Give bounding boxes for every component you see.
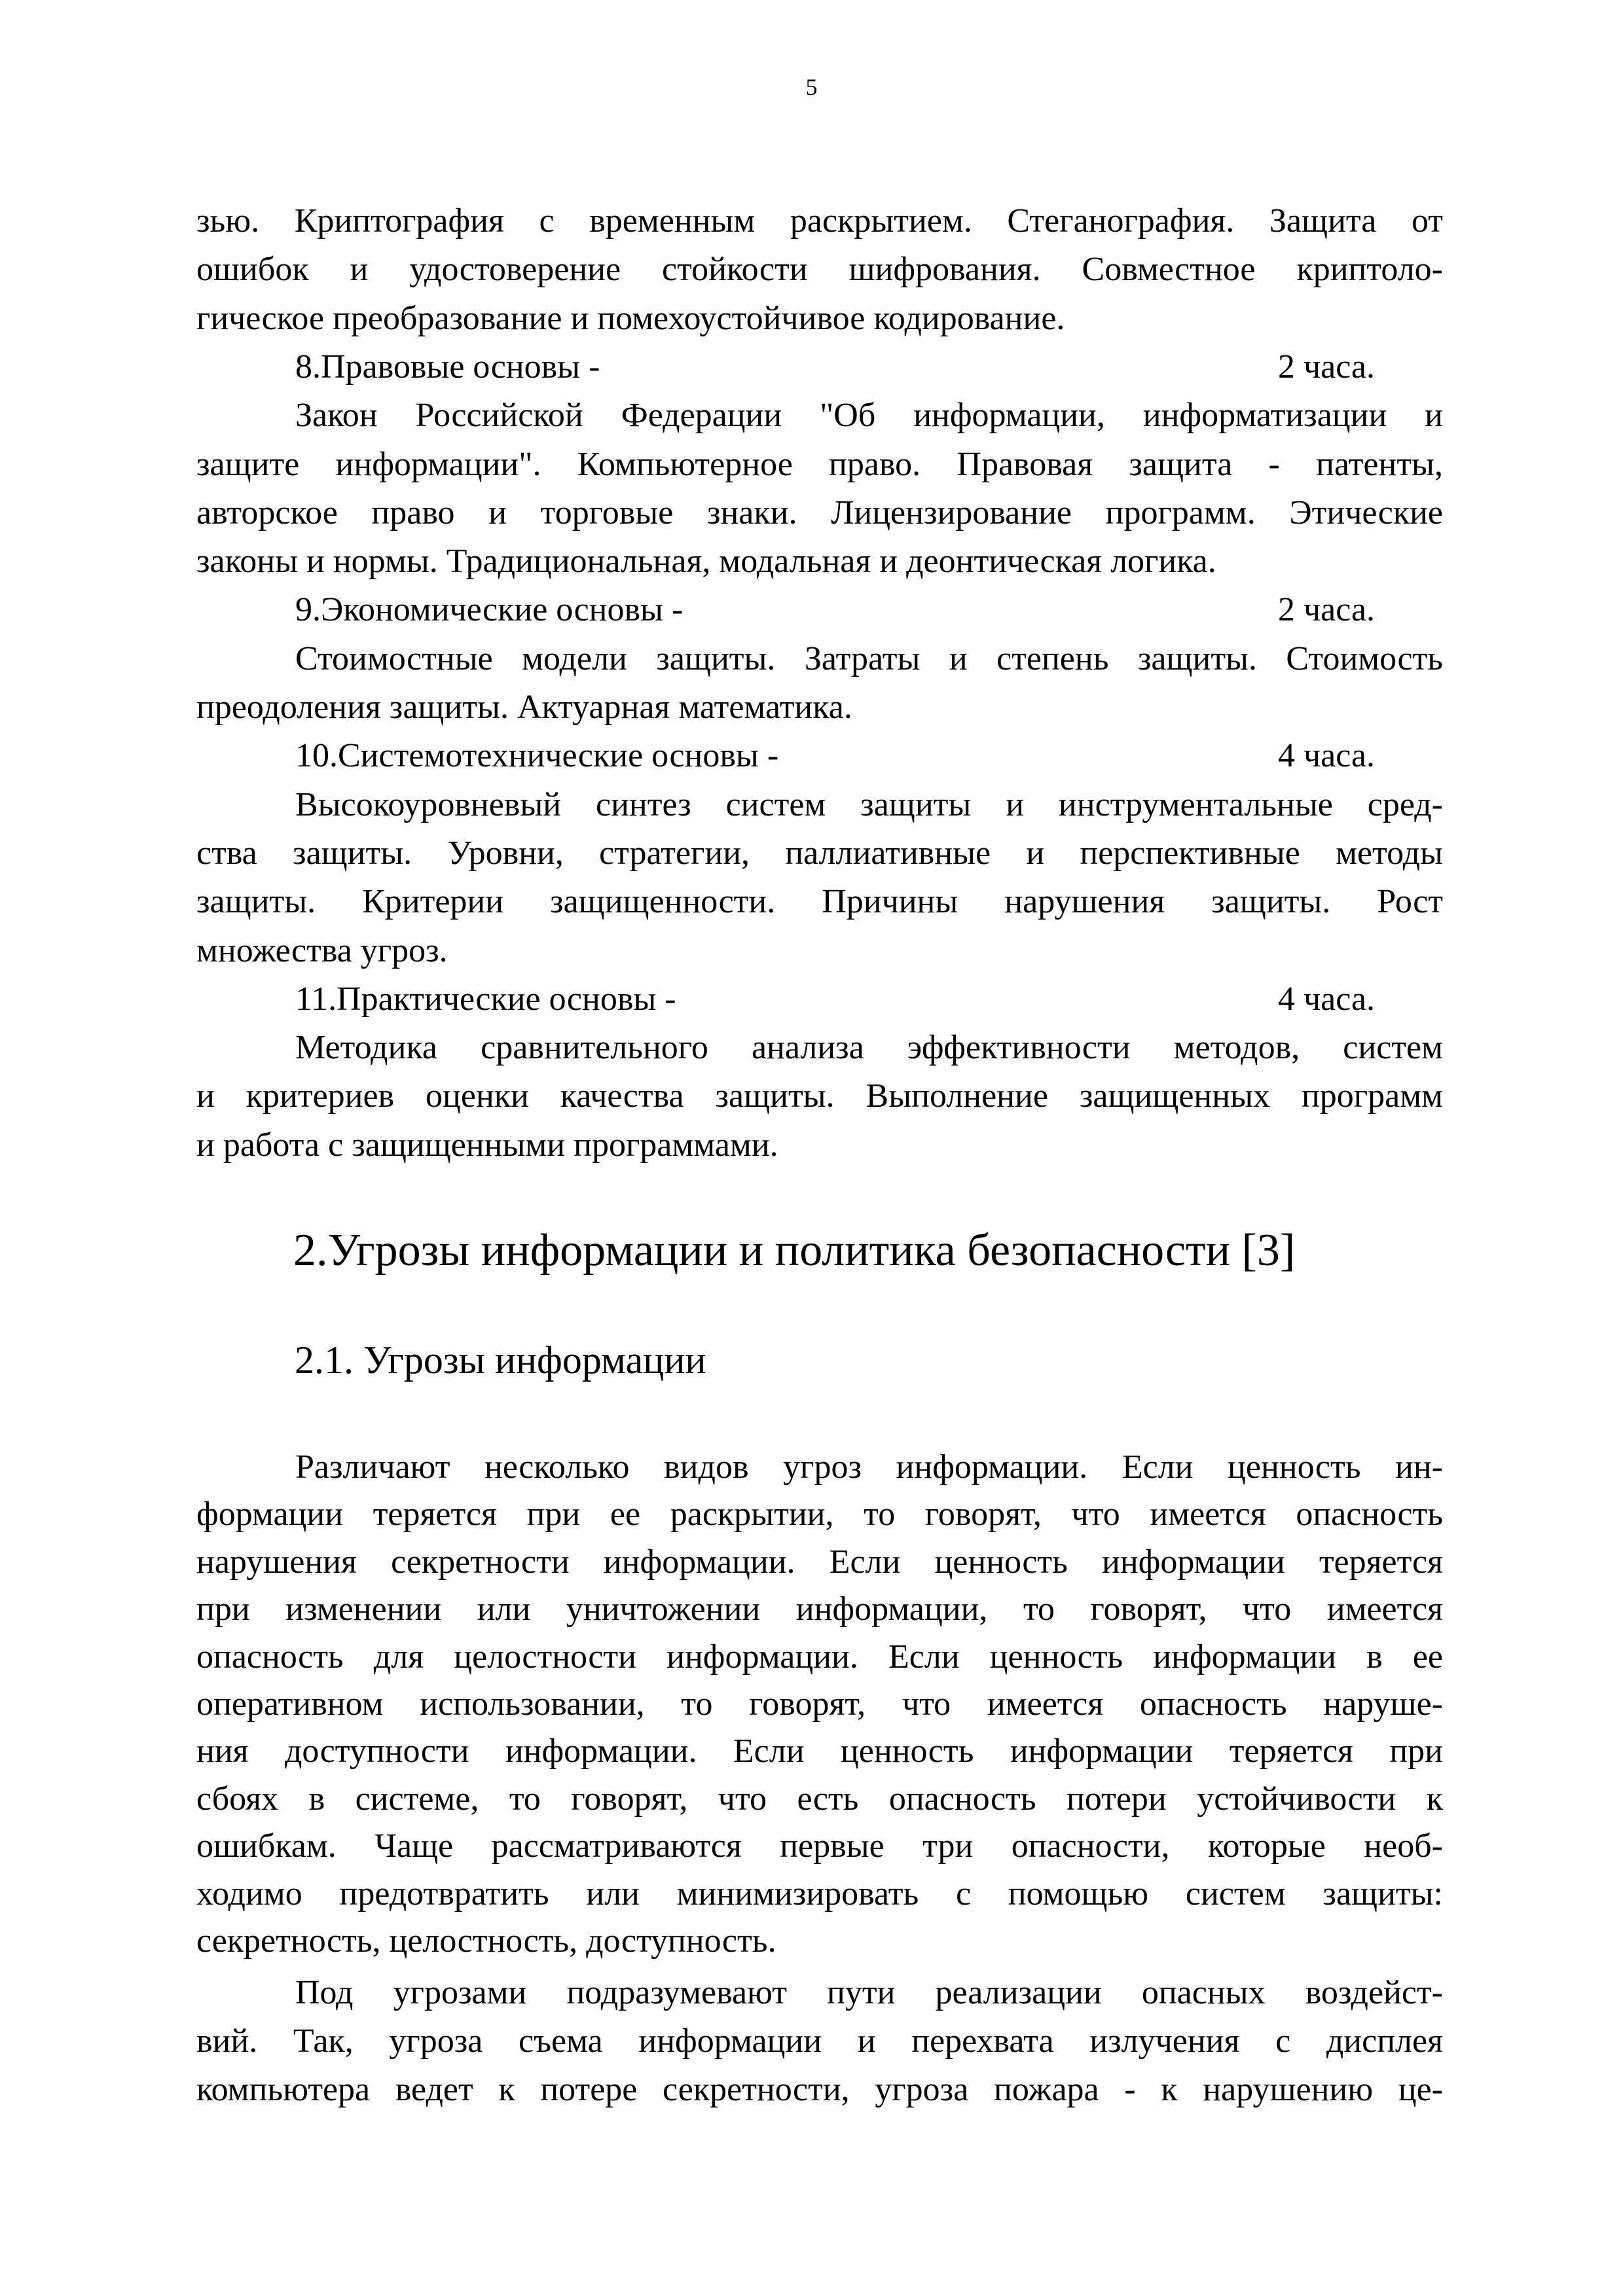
text-line: при изменении или уничтожении информации, то говорят, что имеется — [196, 1590, 1443, 1628]
text-line: формации теряется при ее раскрытии, то говорят, что имеется опасность — [196, 1496, 1443, 1534]
page-number: 5 — [805, 74, 818, 100]
text-line: ошибок и удостоверение стойкости шифрования. Совместное криптоло- — [196, 251, 1443, 289]
text-line: ства защиты. Уровни, стратегии, паллиативные и перспективные методы — [196, 834, 1443, 872]
subsection-heading: 2.1. Угрозы информации — [295, 1338, 706, 1382]
text-line: Закон Российской Федерации "Об информации, информатизации и — [295, 397, 1443, 435]
text-line: Различают несколько видов угроз информации. Если ценность ин- — [295, 1448, 1443, 1486]
topic-hours: 2 часа. — [1278, 591, 1376, 629]
text-line: Под угрозами подразумевают пути реализации опасных воздейст- — [295, 1974, 1443, 2011]
text-line: вий. Так, угроза съема информации и перехвата излучения с дисплея — [196, 2022, 1443, 2060]
text-line: компьютера ведет к потере секретности, угроза пожара - к нарушению це- — [196, 2071, 1443, 2108]
text-line: зью. Криптография с временным раскрытием. Стеганография. Защита от — [196, 202, 1443, 240]
text-line: множества угроз. — [196, 931, 448, 969]
topic-hours: 2 часа. — [1278, 348, 1376, 386]
topic-title: 8.Правовые основы - — [295, 348, 600, 386]
text-line: преодоления защиты. Актуарная математика. — [196, 689, 852, 726]
text-line: ошибкам. Чаще рассматриваются первые три опасности, которые необ- — [196, 1827, 1443, 1865]
text-line: Стоимостные модели защиты. Затраты и степень защиты. Стоимость — [295, 639, 1443, 677]
text-line: защите информации". Компьютерное право. Правовая защита - патенты, — [196, 445, 1443, 483]
text-line: гическое преобразование и помехоустойчивое кодирование. — [196, 299, 1065, 337]
text-line: ния доступности информации. Если ценность информации теряется при — [196, 1732, 1443, 1770]
text-line: авторское право и торговые знаки. Лицензирование программ. Этические — [196, 493, 1443, 531]
text-line: и критериев оценки качества защиты. Выполнение защищенных программ — [196, 1077, 1443, 1115]
text-line: секретность, целостность, доступность. — [196, 1922, 776, 1960]
text-line: опасность для целостности информации. Если ценность информации в ее — [196, 1638, 1443, 1676]
text-line: и работа с защищенными программами. — [196, 1126, 778, 1164]
topic-hours: 4 часа. — [1278, 980, 1376, 1018]
section-heading: 2.Угрозы информации и политика безопасности [3] — [293, 1225, 1296, 1276]
text-line: нарушения секретности информации. Если ценность информации теряется — [196, 1543, 1443, 1581]
text-line: Методика сравнительного анализа эффективности методов, систем — [295, 1029, 1443, 1067]
text-line: оперативном использовании, то говорят, что имеется опасность наруше- — [196, 1685, 1443, 1723]
text-line: законы и нормы. Традициональная, модальная и деонтическая логика. — [196, 543, 1216, 581]
text-line: защиты. Критерии защищенности. Причины нарушения защиты. Рост — [196, 883, 1443, 921]
text-line: Высокоуровневый синтез систем защиты и инструментальные сред- — [295, 785, 1443, 823]
topic-title: 11.Практические основы - — [295, 980, 676, 1018]
text-line: ходимо предотвратить или минимизировать с помощью систем защиты: — [196, 1874, 1443, 1912]
text-line: сбоях в системе, то говорят, что есть опасность потери устойчивости к — [196, 1780, 1443, 1818]
topic-title: 10.Системотехнические основы - — [295, 737, 779, 775]
topic-title: 9.Экономические основы - — [295, 591, 684, 629]
topic-hours: 4 часа. — [1278, 737, 1376, 775]
